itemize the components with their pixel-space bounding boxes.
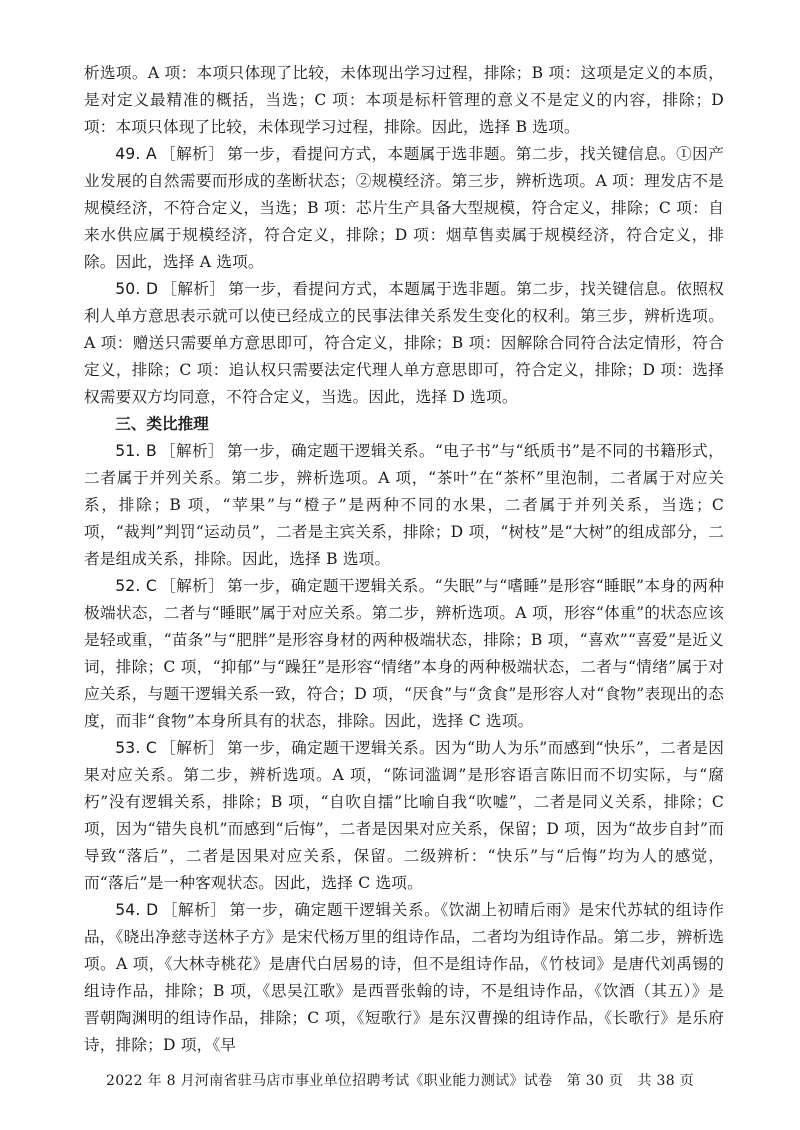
- question-number: 53. C: [115, 739, 158, 757]
- section-heading: 三、类比推理: [115, 415, 209, 433]
- question-number: 49. A: [115, 145, 157, 163]
- page-footer: 2022 年 8 月河南省驻马店市事业单位招聘考试《职业能力测试》试卷 第 30 页 共 38 页: [105, 1073, 694, 1089]
- analysis-tag: ［解析］: [159, 442, 224, 460]
- question-number: 51. B: [115, 442, 157, 460]
- analysis-text: 第一步，看提问方式，本题属于选非题。第二步，找关键信息。①因产业发展的自然需要而形成的垄断状态；②规模经济。第三步，辨析选项。A 项：理发店不是规模经济，不符合定义，当选；B 项：芯片生产具备大型规模，符合定义，排除；C 项：自来水供应属于规模经济，符合定义，排除；D 项：烟草售卖属于规模经济，符合定义，排除。因此，选择 A 选项。: [84, 145, 724, 271]
- analysis-text: 第一步，确定题干逻辑关系。《饮湖上初晴后雨》是宋代苏轼的组诗作品，《晓出净慈寺送林子方》是宋代杨万里的组诗作品，二者均为组诗作品。第二步，辨析选项。A 项，《大林寺桃花》是唐代白居易的诗，但不是组诗作品，《竹枝词》是唐代刘禹锡的组诗作品，排除；B 项，《思吴江歌》是西晋张翰的诗，不是组诗作品，《饮酒（其五）》是晋朝陶渊明的组诗作品，排除；C 项，《短歌行》是东汉曹操的组诗作品，《长歌行》是乐府诗，排除；D 项，《早: [84, 901, 724, 1054]
- analysis-text: 第一步，看提问方式，本题属于选非题。第二步，找关键信息。依照权利人单方意思表示就可以使已经成立的民事法律关系发生变化的权利。第三步，辨析选项。A 项：赠送只需要单方意思即可，符合定义，排除；B 项：因解除合同符合法定情形，符合定义，排除；C 项：追认权只需要法定代理人单方意思即可，符合定义，排除；D 项：选择权需要双方均同意，不符合定义，当选。因此，选择 D 选项。: [84, 280, 724, 406]
- answer-51: [84, 438, 724, 573]
- analysis-tag: ［解析］: [159, 145, 225, 163]
- document-body: [84, 60, 724, 1059]
- analysis-tag: ［解析］: [160, 739, 225, 757]
- answer-53: [84, 735, 724, 897]
- answer-50: [84, 276, 724, 411]
- analysis-text: 第一步，确定题干逻辑关系。“电子书”与“纸质书”是不同的书籍形式，二者属于并列关系。第二步，辨析选项。A 项，“茶叶”在“茶杯”里泡制，二者属于对应关系，排除；B 项，“苹果”与“橙子”是两种不同的水果，二者属于并列关系，当选；C 项，“裁判”判罚“运动员”，二者是主宾关系，排除；D 项，“树枝”是“大树”的组成部分，二者是组成关系，排除。因此，选择 B 选项。: [84, 442, 724, 568]
- analysis-tag: ［解析］: [160, 577, 225, 595]
- question-number: 54. D: [115, 901, 159, 919]
- analysis-tag: ［解析］: [161, 280, 226, 298]
- analysis-text: 第一步，确定题干逻辑关系。因为“助人为乐”而感到“快乐”，二者是因果对应关系。第二步，辨析选项。A 项，“陈词滥调”是形容语言陈旧而不切实际，与“腐朽”没有逻辑关系，排除；B 项，“自吹自擂”比喻自我“吹嘘”，二者是同义关系，排除；C 项，因为“错失良机”而感到“后悔”，二者是因果对应关系，保留；D 项，因为“故步自封”而导致“落后”，二者是因果对应关系，保留。二级辨析：“快乐”与“后悔”均为人的感觉，而“落后”是一种客观状态。因此，选择 C 选项。: [84, 739, 724, 892]
- answer-52: [84, 573, 724, 735]
- answer-54: [84, 897, 724, 1059]
- analysis-tag: ［解析］: [161, 901, 227, 919]
- answer-49: [84, 141, 724, 276]
- analysis-text: 第一步，确定题干逻辑关系。“失眠”与“嗜睡”是形容“睡眠”本身的两种极端状态，二者与“睡眠”属于对应关系。第二步，辨析选项。A 项，形容“体重”的状态应该是轻或重，“苗条”与“肥胖”是形容身材的两种极端状态，排除；B 项，“喜欢”“喜爱”是近义词，排除；C 项，“抑郁”与“躁狂”是形容“情绪”本身的两种极端状态，二者与“情绪”属于对应关系，与题干逻辑关系一致，符合；D 项，“厌食”与“贪食”是形容人对“食物”表现出的态度，而非“食物”本身所具有的状态，排除。因此，选择 C 选项。: [84, 577, 724, 730]
- paragraph-48-continued: 析选项。A 项：本项只体现了比较，未体现出学习过程，排除；B 项：这项是定义的本质，是对定义最精准的概括，当选；C 项：本项是标杆管理的意义不是定义的内容，排除；D 项：本项只体现了比较，未体现学习过程，排除。因此，选择 B 选项。: [84, 64, 724, 136]
- question-number: 50. D: [115, 280, 159, 298]
- question-number: 52. C: [115, 577, 158, 595]
